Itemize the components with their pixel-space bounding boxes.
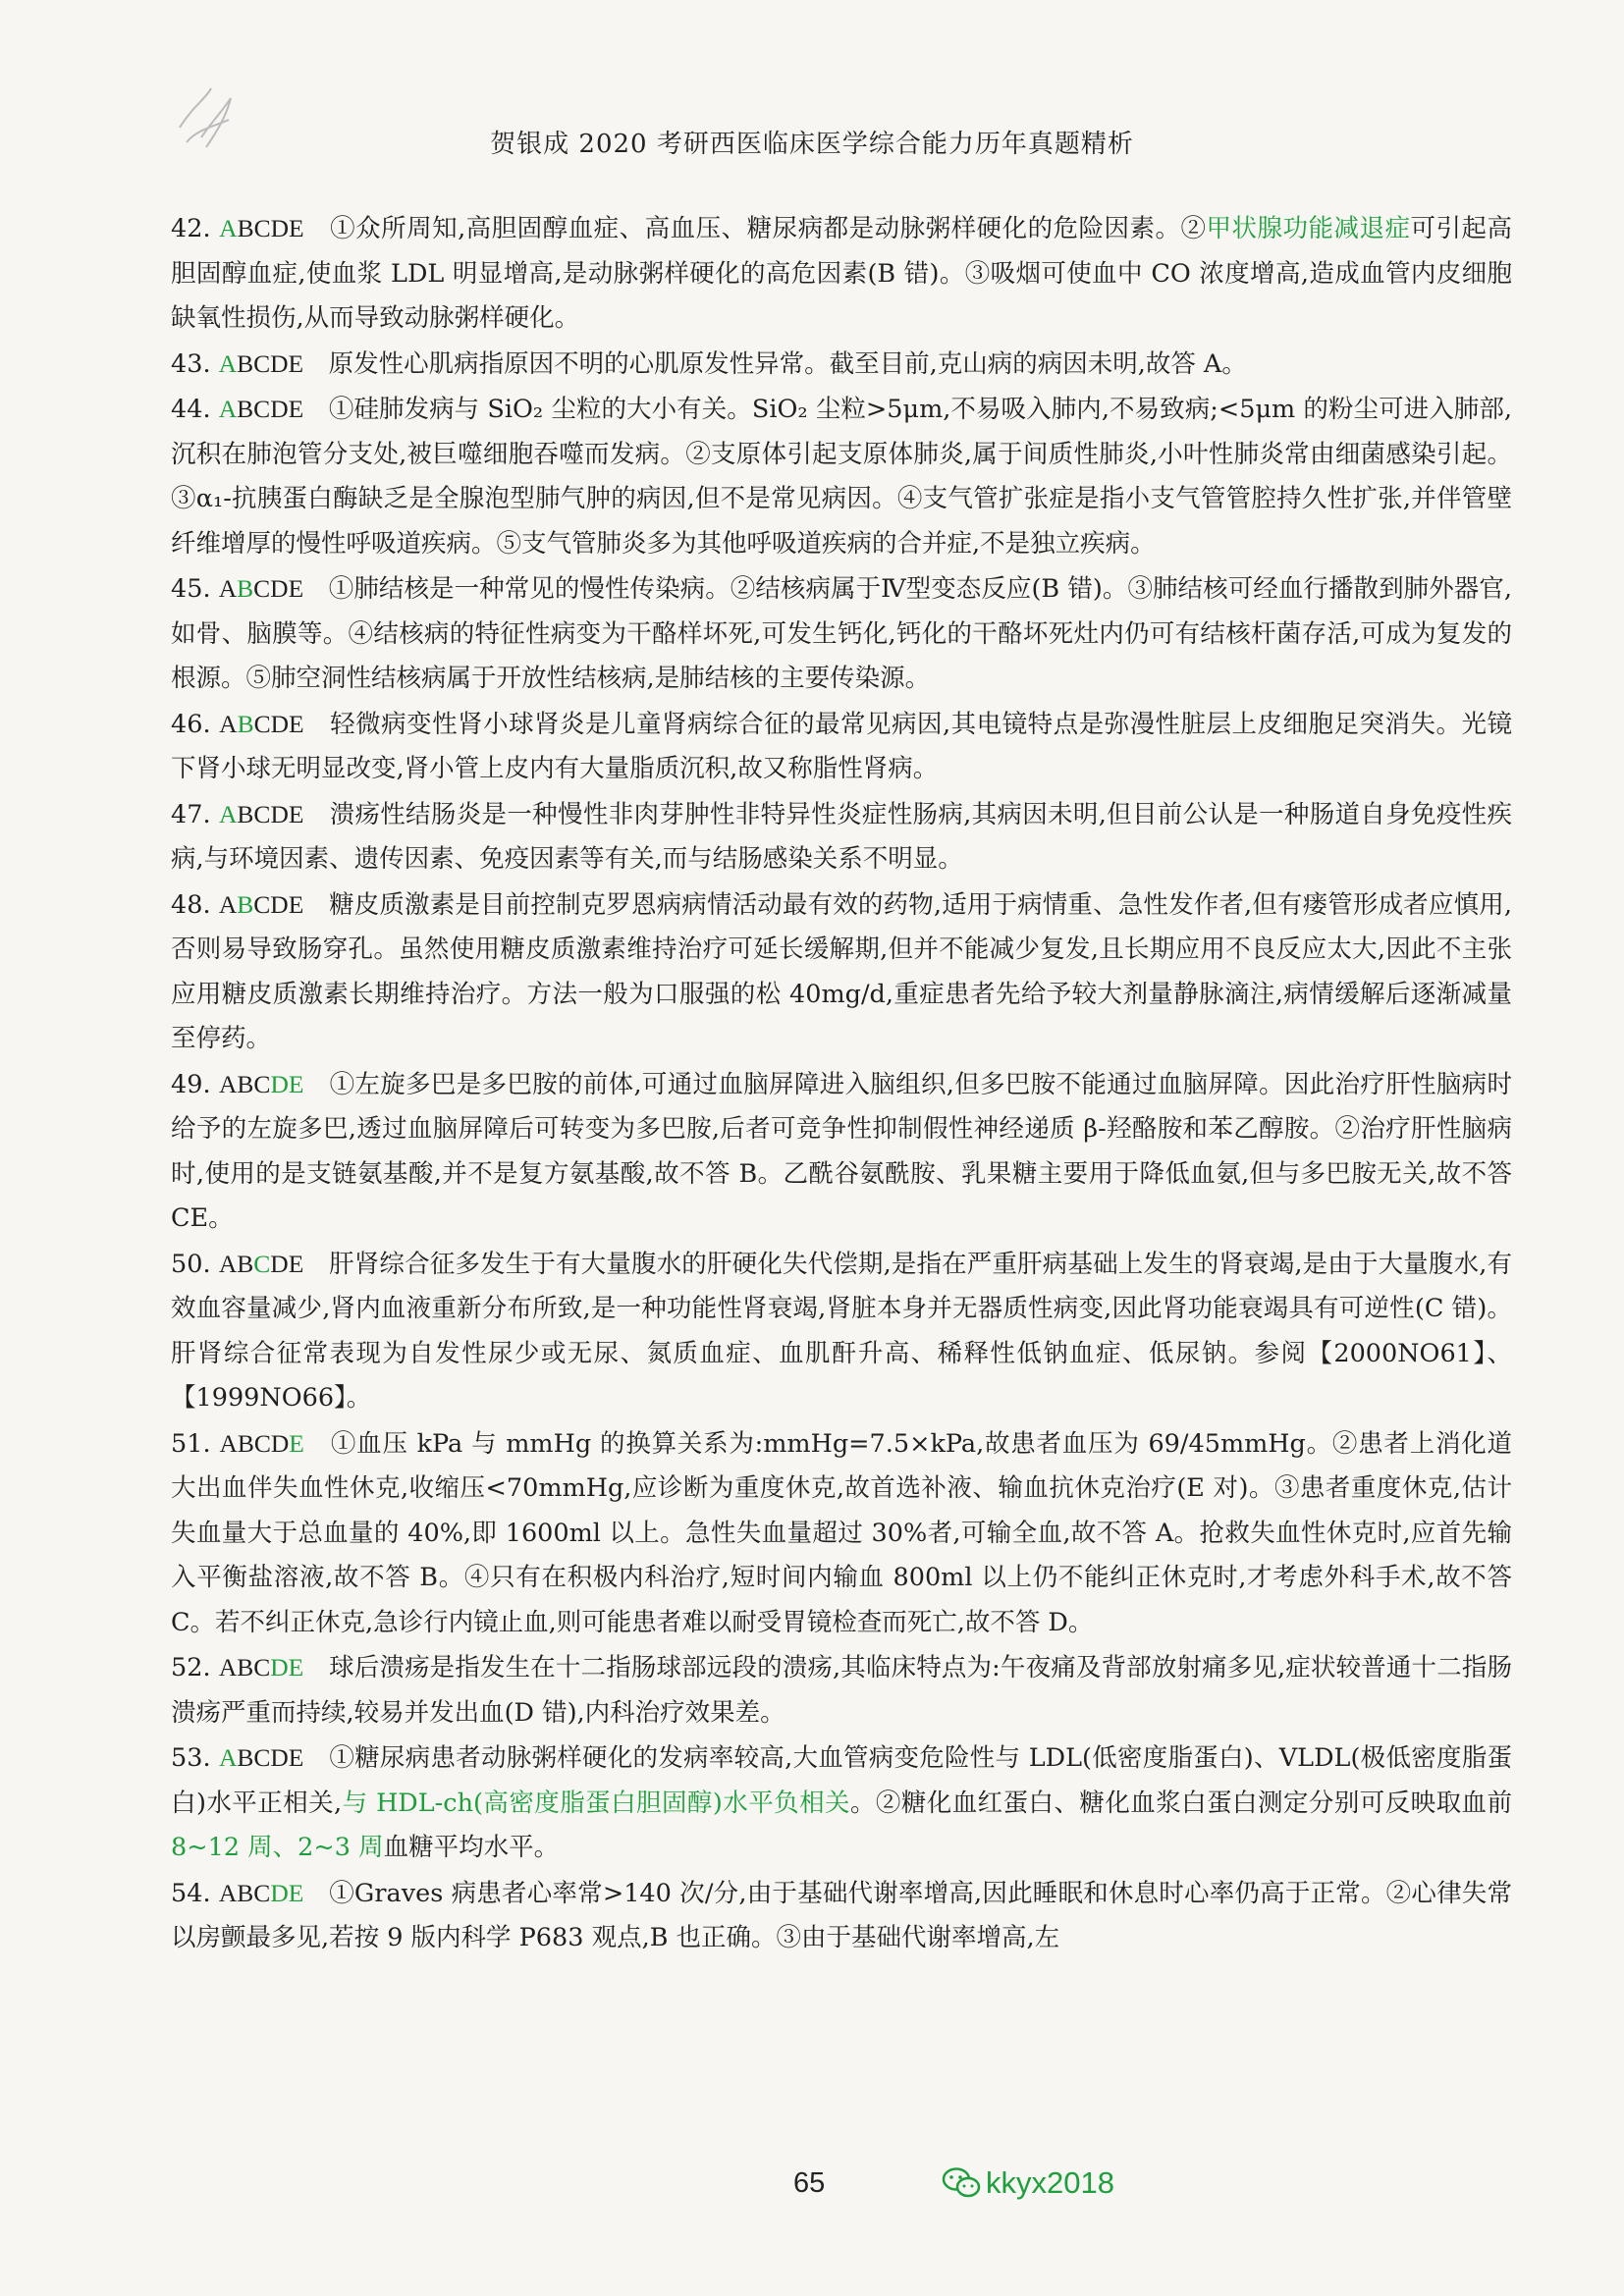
option-letters: ABC bbox=[218, 1653, 271, 1682]
option-letters: A bbox=[218, 574, 238, 603]
question-item bbox=[171, 702, 1512, 792]
answer-options bbox=[219, 1070, 303, 1098]
answer-explanations bbox=[171, 206, 1512, 1961]
answer-options bbox=[219, 395, 303, 423]
question-item bbox=[171, 566, 1512, 702]
answer-options bbox=[219, 1250, 303, 1278]
question-item bbox=[171, 1421, 1512, 1646]
question-number: 44. bbox=[171, 395, 211, 424]
answer-options bbox=[219, 1429, 303, 1458]
option-letters: BCDE bbox=[237, 214, 304, 242]
correct-answer: B bbox=[237, 889, 254, 919]
question-item bbox=[171, 1062, 1512, 1242]
correct-answer: C bbox=[253, 1249, 271, 1278]
correct-answer: A bbox=[219, 214, 238, 242]
question-item bbox=[171, 1735, 1512, 1871]
option-letters: ABC bbox=[218, 1878, 271, 1907]
page-header-title: 贺银成 2020 考研西医临床医学综合能力历年真题精析 bbox=[490, 130, 1134, 159]
question-item bbox=[171, 792, 1512, 882]
watermark-text: kkyx2018 bbox=[986, 2165, 1114, 2200]
answer-options bbox=[219, 214, 303, 242]
explanation-text: 肝肾综合征多发生于有大量腹水的肝硬化失代偿期,是指在严重肝病基础上发生的肾衰竭,是由于大量腹水,有效血容量减少,肾内血液重新分布所致,是一种功能性肾衰竭,肾脏本身并无器质性病变,因此肾功能衰竭具有可逆性(C 错)。肝肾综合征常表现为自发性尿少或无尿、氮质血症、血肌酐升高、稀释性低钠血症、低尿钠。参阅【2000NO61】、【1999NO66】。 bbox=[171, 1249, 1512, 1413]
question-number: 49. bbox=[171, 1069, 211, 1099]
correct-answer: E bbox=[289, 1428, 304, 1458]
correct-answer: A bbox=[219, 799, 238, 828]
question-number: 45. bbox=[171, 574, 211, 604]
explanation-text: ①肺结核是一种常见的慢性传染病。②结核病属于Ⅳ型变态反应(B 错)。③肺结核可经血行播散到肺外器官,如骨、脑膜等。④结核病的特征性病变为干酪样坏死,可发生钙化,钙化的干酪坏死灶内仍可有结核杆菌存活,可成为复发的根源。⑤肺空洞性结核病属于开放性结核病,是肺结核的主要传染源。 bbox=[171, 574, 1512, 693]
explanation-text: ①左旋多巴是多巴胺的前体,可通过血脑屏障进入脑组织,但多巴胺不能通过血脑屏障。因此治疗肝性脑病时给予的左旋多巴,透过血脑屏障后可转变为多巴胺,后者可竞争性抑制假性神经递质 β-羟酪胺和苯乙醇胺。②治疗肝性脑病时,使用的是支链氨基酸,并不是复方氨基酸,故不答 B。乙酰谷氨酰胺、乳果糖主要用于降低血氨,但与多巴胺无关,故不答 CE。 bbox=[171, 1069, 1513, 1233]
correct-answer: A bbox=[218, 1743, 238, 1772]
option-letters: A bbox=[218, 889, 238, 919]
question-item bbox=[171, 1871, 1512, 1961]
option-letters: AB bbox=[218, 1249, 254, 1278]
option-letters: A bbox=[219, 709, 238, 738]
wechat-icon bbox=[941, 2165, 982, 2201]
question-number: 52. bbox=[171, 1653, 211, 1682]
option-letters: CDE bbox=[253, 574, 304, 603]
option-letters: ABC bbox=[219, 1069, 271, 1098]
correct-answer: DE bbox=[270, 1878, 304, 1907]
explanation-text: ①Graves 病患者心率常>140 次/分,由于基础代谢率增高,因此睡眠和休息时心率仍高于正常。②心律失常以房颤最多见,若按 9 版内科学 P683 观点,B 也正确。③由于基础代谢率增高,左 bbox=[171, 1878, 1512, 1952]
question-number: 54. bbox=[171, 1878, 211, 1908]
question-number: 50. bbox=[171, 1249, 211, 1279]
question-number: 46. bbox=[171, 709, 211, 739]
question-item bbox=[171, 882, 1512, 1062]
explanation-text: 球后溃疡是指发生在十二指肠球部远段的溃疡,其临床特点为:午夜痛及背部放射痛多见,症状较普通十二指肠溃疡严重而持续,较易并发出血(D 错),内科治疗效果差。 bbox=[171, 1653, 1513, 1728]
option-letters: BCDE bbox=[237, 1743, 304, 1772]
explanation-text: ①众所周知,高胆固醇血症、高血压、糖尿病都是动脉粥样硬化的危险因素。② bbox=[303, 214, 1207, 243]
explanation-text: ①血压 kPa 与 mmHg 的换算关系为:mmHg=7.5×kPa,故患者血压为 69/45mmHg。②患者上消化道大出血伴失血性休克,收缩压<70mmHg,应诊断为重度休克,故首选补液、输血抗休克治疗(E 对)。③患者重度休克,估计失血量大于总血量的 40%,即 1600ml 以上。急性失血量超过 30%者,可输全血,故不答 A。抢救失血性休克时,应首先输入平衡盐溶液,故不答 B。④只有在积极内科治疗,短时间内输血 800ml 以上仍不能纠正休克时,才考虑外科手术,故不答 C。若不纠正休克,急诊行内镜止血,则可能患者难以耐受胃镜检查而死亡,故不答 D。 bbox=[171, 1428, 1512, 1637]
correct-answer: B bbox=[237, 709, 254, 738]
explanation-text: ①糖尿病患者动脉粥样硬化的发病率较高,大血管病变危险性与 LDL(低密度脂蛋白)、VLDL(极低密度脂蛋白)水平正相关, bbox=[171, 1743, 1512, 1818]
question-item bbox=[171, 387, 1512, 566]
explanation-text: 溃疡性结肠炎是一种慢性非肉芽肿性非特异性炎症性肠病,其病因未明,但目前公认是一种肠道自身免疫性疾病,与环境因素、遗传因素、免疫因素等有关,而与结肠感染关系不明显。 bbox=[171, 799, 1513, 874]
answer-options bbox=[219, 349, 303, 378]
watermark bbox=[941, 2165, 1114, 2201]
option-letters: BCDE bbox=[237, 395, 304, 423]
correct-answer: A bbox=[218, 395, 238, 423]
explanation-text: ①硅肺发病与 SiO₂ 尘粒的大小有关。SiO₂ 尘粒>5μm,不易吸入肺内,不易致病;<5μm 的粉尘可进入肺部,沉积在肺泡管分支处,被巨噬细胞吞噬而发病。②支原体引起支原体肺炎,属于间质性肺炎,小叶性肺炎常由细菌感染引起。③α₁-抗胰蛋白酶缺乏是全腺泡型肺气肿的病因,但不是常见病因。④支气管扩张症是指小支气管管腔持久性扩张,并伴管壁纤维增厚的慢性呼吸道疾病。⑤支气管肺炎多为其他呼吸道疾病的合并症,不是独立疾病。 bbox=[171, 395, 1513, 559]
answer-options bbox=[219, 800, 303, 828]
highlighted-text: 8~12 周、2~3 周 bbox=[171, 1833, 384, 1862]
highlighted-text: 甲状腺功能减退症 bbox=[1206, 214, 1411, 243]
question-item bbox=[171, 1645, 1512, 1735]
explanation-text: 糖皮质激素是目前控制克罗恩病病情活动最有效的药物,适用于病情重、急性发作者,但有瘘管形成者应慎用,否则易导致肠穿孔。虽然使用糖皮质激素维持治疗可延长缓解期,但并不能减少复发,且长期应用不良反应太大,因此不主张应用糖皮质激素长期维持治疗。方法一般为口服强的松 40mg/d,重症患者先给予较大剂量静脉滴注,病情缓解后逐渐减量至停药。 bbox=[171, 889, 1512, 1053]
explanation-text: 轻微病变性肾小球肾炎是儿童肾病综合征的最常见病因,其电镜特点是弥漫性脏层上皮细胞足突消失。光镜下肾小球无明显改变,肾小管上皮内有大量脂质沉积,故又称脂性肾病。 bbox=[171, 709, 1513, 783]
option-letters: BCDE bbox=[237, 348, 304, 378]
option-letters: DE bbox=[270, 1249, 304, 1278]
question-number: 51. bbox=[171, 1428, 211, 1459]
option-letters: ABCD bbox=[219, 1428, 290, 1458]
page-number: 65 bbox=[793, 2167, 826, 2199]
option-letters: BCDE bbox=[237, 799, 304, 828]
question-item bbox=[171, 1242, 1512, 1421]
correct-answer: DE bbox=[270, 1069, 304, 1098]
correct-answer: A bbox=[218, 348, 238, 378]
question-number: 48. bbox=[171, 889, 211, 920]
answer-options bbox=[219, 710, 303, 738]
question-item bbox=[171, 342, 1512, 388]
answer-options bbox=[219, 1653, 303, 1682]
explanation-text: 血糖平均水平。 bbox=[383, 1833, 560, 1862]
answer-options bbox=[219, 574, 303, 603]
correct-answer: DE bbox=[270, 1653, 304, 1682]
question-number: 53. bbox=[171, 1743, 211, 1773]
explanation-text: 原发性心肌病指原因不明的心肌原发性异常。截至目前,克山病的病因未明,故答 A。 bbox=[303, 348, 1247, 379]
question-number: 42. bbox=[171, 214, 211, 243]
answer-options bbox=[219, 890, 303, 919]
option-letters: CDE bbox=[253, 709, 304, 738]
answer-options bbox=[219, 1743, 303, 1772]
question-number: 47. bbox=[171, 799, 211, 829]
highlighted-text: 与 HDL-ch(高密度脂蛋白胆固醇)水平负相关 bbox=[342, 1788, 850, 1818]
correct-answer: B bbox=[237, 574, 254, 603]
answer-options bbox=[219, 1879, 303, 1907]
question-number: 43. bbox=[171, 348, 211, 379]
option-letters: CDE bbox=[253, 889, 304, 919]
explanation-text: 。②糖化血红蛋白、糖化血浆白蛋白测定分别可反映取血前 bbox=[849, 1788, 1512, 1818]
question-item bbox=[171, 206, 1512, 342]
explanation-text: 可引起高胆固醇血症,使血浆 LDL 明显增高,是动脉粥样硬化的高危因素(B 错)。③吸烟可使血中 CO 浓度增高,造成血管内皮细胞缺氧性损伤,从而导致动脉粥样硬化。 bbox=[171, 214, 1512, 333]
